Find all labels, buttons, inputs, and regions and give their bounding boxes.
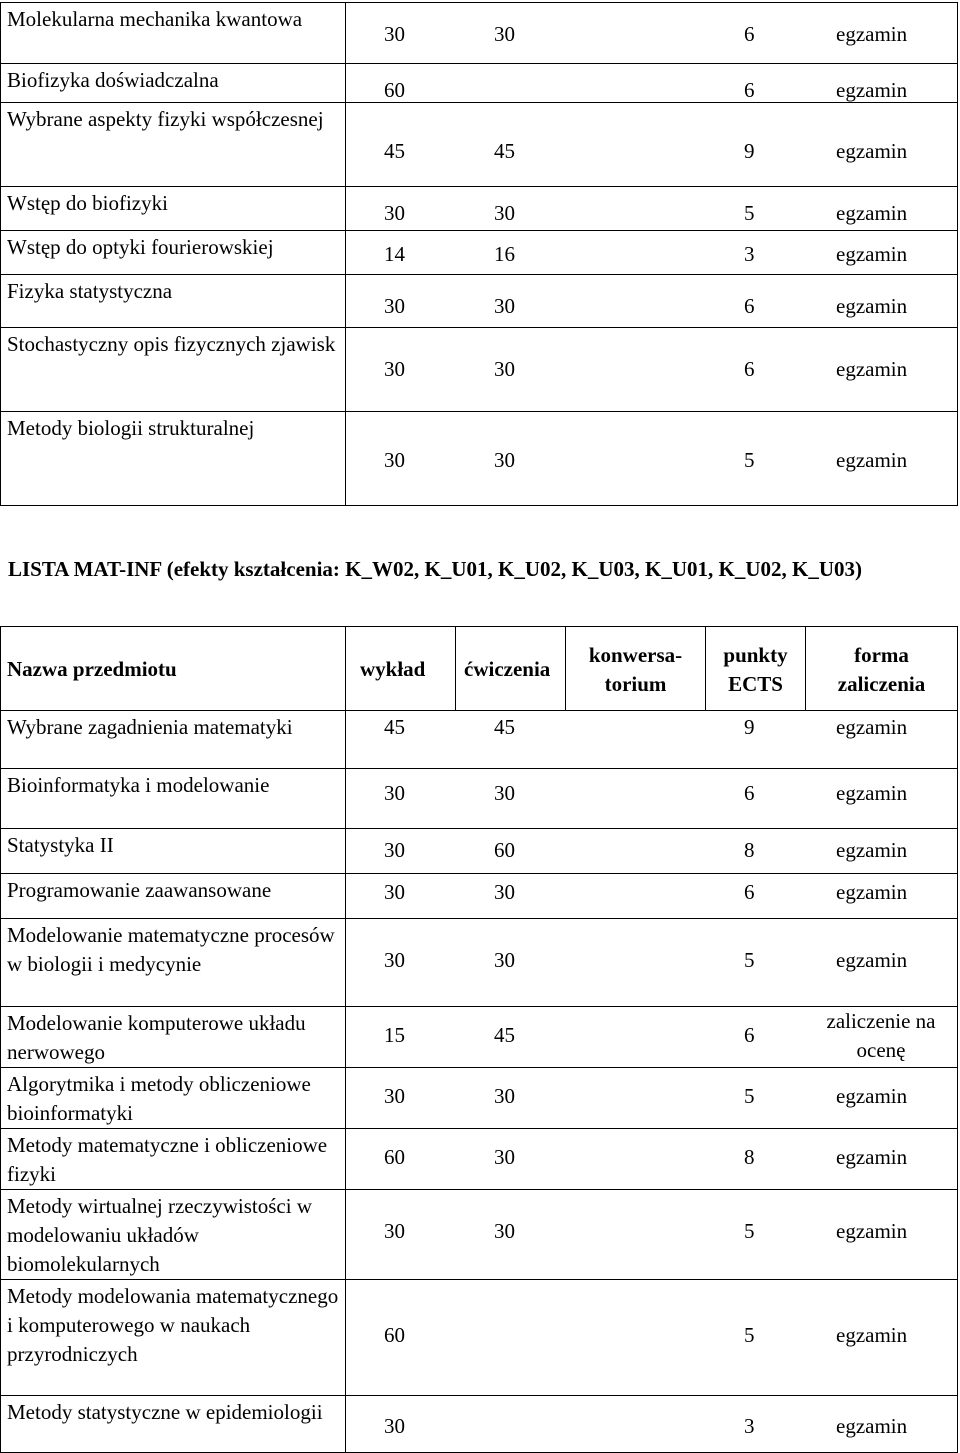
exercise-hours: 30 [494, 357, 515, 381]
course-values [346, 1129, 958, 1190]
ects-points: 3 [744, 242, 755, 266]
exercise-hours: 45 [494, 1023, 515, 1047]
course-values [346, 328, 958, 412]
assessment-form: egzamin [836, 22, 908, 46]
table-row [1, 1007, 958, 1068]
table-header-row [1, 627, 958, 711]
exercise-hours: 30 [494, 201, 515, 225]
course-name: Biofizyka doświadczalna [1, 64, 346, 103]
assessment-form: egzamin [836, 201, 908, 225]
exercise-hours: 30 [494, 22, 515, 46]
table-row [1, 187, 958, 231]
course-name: Modelowanie matematyczne procesów w biologii i medycynie [1, 919, 346, 1007]
course-values [346, 829, 958, 874]
table-row [1, 1068, 958, 1129]
course-name: Statystyka II [1, 829, 346, 874]
ects-points: 5 [744, 1323, 755, 1347]
table-row [1, 64, 958, 103]
assessment-form: egzamin [836, 1084, 908, 1108]
header-wyklad: wykład [346, 627, 456, 711]
course-name: Modelowanie komputerowe układu nerwowego [1, 1007, 346, 1068]
course-values [346, 412, 958, 506]
lecture-hours: 30 [384, 357, 405, 381]
exercise-hours: 16 [494, 242, 515, 266]
lecture-hours: 30 [384, 1219, 405, 1243]
course-name: Fizyka statystyczna [1, 275, 346, 328]
header-name: Nazwa przedmiotu [1, 627, 346, 711]
course-values [346, 874, 958, 919]
ects-points: 5 [744, 1084, 755, 1108]
ects-points: 6 [744, 294, 755, 318]
ects-points: 5 [744, 201, 755, 225]
table-row [1, 919, 958, 1007]
assessment-form: egzamin [836, 715, 908, 739]
course-values [346, 769, 958, 829]
course-name: Programowanie zaawansowane [1, 874, 346, 919]
lecture-hours: 30 [384, 838, 405, 862]
table-row [1, 1396, 958, 1453]
ects-points: 6 [744, 880, 755, 904]
ects-points: 8 [744, 838, 755, 862]
course-name: Algorytmika i metody obliczeniowe bioinformatyki [1, 1068, 346, 1129]
table-row [1, 711, 958, 769]
assessment-form: egzamin [836, 1219, 908, 1243]
course-table-mat-inf [0, 626, 958, 1453]
table-row [1, 275, 958, 328]
assessment-form: egzamin [836, 78, 908, 102]
course-name: Wstęp do optyki fourierowskiej [1, 231, 346, 275]
lecture-hours: 60 [384, 1323, 405, 1347]
table-row [1, 328, 958, 412]
course-name: Wybrane aspekty fizyki współczesnej [1, 103, 346, 187]
course-values [346, 1280, 958, 1396]
exercise-hours: 60 [494, 838, 515, 862]
table-row [1, 874, 958, 919]
ects-points: 6 [744, 781, 755, 805]
ects-points: 5 [744, 948, 755, 972]
ects-points: 8 [744, 1145, 755, 1169]
course-values [346, 1396, 958, 1453]
header-ects: punkty ECTS [706, 627, 806, 711]
assessment-form: egzamin [836, 139, 908, 163]
assessment-form: egzamin [836, 781, 908, 805]
header-konwersatorium: konwersa- torium [566, 627, 706, 711]
table-row [1, 769, 958, 829]
ects-points: 6 [744, 1023, 755, 1047]
course-values [346, 1190, 958, 1280]
exercise-hours: 30 [494, 781, 515, 805]
course-name: Metody matematyczne i obliczeniowe fizyki [1, 1129, 346, 1190]
ects-points: 9 [744, 139, 755, 163]
exercise-hours: 30 [494, 294, 515, 318]
ects-points: 9 [744, 715, 755, 739]
lecture-hours: 60 [384, 78, 405, 102]
lecture-hours: 30 [384, 1414, 405, 1438]
lecture-hours: 30 [384, 781, 405, 805]
table-row [1, 829, 958, 874]
course-name: Metody statystyczne w epidemiologii [1, 1396, 346, 1453]
table-row [1, 1190, 958, 1280]
assessment-form: egzamin [836, 1145, 908, 1169]
ects-points: 5 [744, 448, 755, 472]
lecture-hours: 30 [384, 294, 405, 318]
exercise-hours: 30 [494, 1219, 515, 1243]
header-forma: forma zaliczenia [806, 627, 958, 711]
course-name: Stochastyczny opis fizycznych zjawisk [1, 328, 346, 412]
table-row [1, 231, 958, 275]
course-name: Wybrane zagadnienia matematyki [1, 711, 346, 769]
lecture-hours: 60 [384, 1145, 405, 1169]
lecture-hours: 15 [384, 1023, 405, 1047]
exercise-hours: 45 [494, 139, 515, 163]
lecture-hours: 45 [384, 715, 405, 739]
ects-points: 3 [744, 1414, 755, 1438]
exercise-hours: 45 [494, 715, 515, 739]
table-row [1, 1129, 958, 1190]
course-name: Bioinformatyka i modelowanie [1, 769, 346, 829]
table-row [1, 1280, 958, 1396]
course-name: Metody biologii strukturalnej [1, 412, 346, 506]
course-values [346, 275, 958, 328]
lecture-hours: 30 [384, 1084, 405, 1108]
lecture-hours: 30 [384, 201, 405, 225]
course-name: Metody wirtualnej rzeczywistości w modelowaniu układów biomolekularnych [1, 1190, 346, 1280]
assessment-form: egzamin [836, 948, 908, 972]
course-table-top [0, 2, 958, 506]
course-name: Molekularna mechanika kwantowa [1, 3, 346, 64]
assessment-form: egzamin [836, 1414, 908, 1438]
assessment-form: egzamin [836, 294, 908, 318]
table-row [1, 103, 958, 187]
ects-points: 6 [744, 22, 755, 46]
course-values [346, 1068, 958, 1129]
assessment-form: egzamin [836, 357, 908, 381]
course-values [346, 1007, 958, 1068]
exercise-hours: 30 [494, 1145, 515, 1169]
section-heading: LISTA MAT-INF (efekty kształcenia: K_W02, K_U01, K_U02, K_U03, K_U01, K_U02, K_U03) [8, 557, 862, 581]
assessment-form: egzamin [836, 880, 908, 904]
exercise-hours: 30 [494, 948, 515, 972]
lecture-hours: 30 [384, 22, 405, 46]
course-values [346, 919, 958, 1007]
ects-points: 6 [744, 357, 755, 381]
lecture-hours: 30 [384, 448, 405, 472]
lecture-hours: 30 [384, 880, 405, 904]
assessment-form: egzamin [836, 448, 908, 472]
course-name: Metody modelowania matematycznego i komputerowego w naukach przyrodniczych [1, 1280, 346, 1396]
course-name: Wstęp do biofizyki [1, 187, 346, 231]
assessment-form: zaliczenie na ocenę [826, 1009, 936, 1062]
exercise-hours: 30 [494, 880, 515, 904]
exercise-hours: 30 [494, 1084, 515, 1108]
ects-points: 5 [744, 1219, 755, 1243]
table-row [1, 3, 958, 64]
assessment-form: egzamin [836, 1323, 908, 1347]
table-row [1, 412, 958, 506]
course-values [346, 187, 958, 231]
assessment-form: egzamin [836, 242, 908, 266]
course-values [346, 3, 958, 64]
exercise-hours: 30 [494, 448, 515, 472]
assessment-form: egzamin [836, 838, 908, 862]
ects-points: 6 [744, 78, 755, 102]
course-values [346, 103, 958, 187]
lecture-hours: 14 [384, 242, 405, 266]
course-values [346, 231, 958, 275]
course-values [346, 64, 958, 103]
header-cwiczenia: ćwiczenia [456, 627, 566, 711]
course-values [346, 711, 958, 769]
lecture-hours: 45 [384, 139, 405, 163]
lecture-hours: 30 [384, 948, 405, 972]
